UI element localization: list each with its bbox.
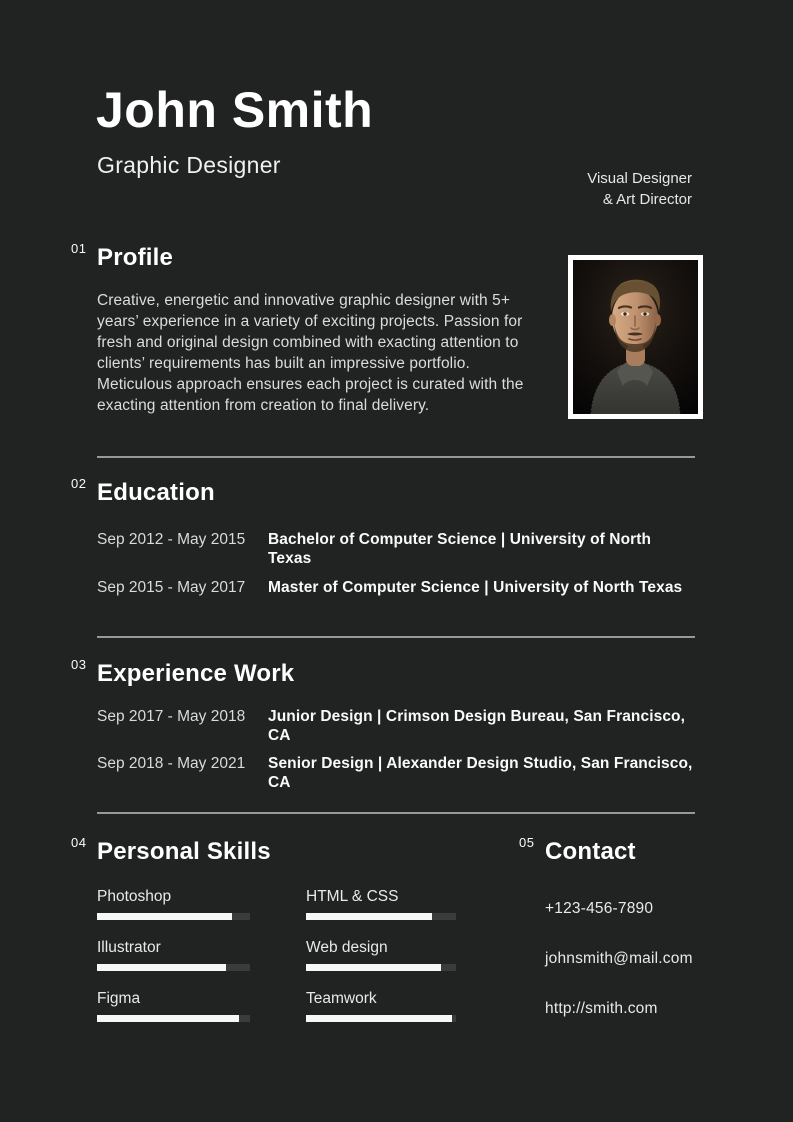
divider: [97, 636, 695, 638]
contact-website: http://smith.com: [545, 1000, 658, 1017]
skill-label: Teamwork: [306, 990, 377, 1007]
skill-bar-fill: [97, 1015, 239, 1022]
skill-bar: [97, 913, 250, 920]
skill-item: [306, 990, 456, 1022]
skill-bar-fill: [306, 964, 441, 971]
portrait-photo-illustration: [573, 260, 698, 414]
experience-row: [97, 707, 695, 745]
experience-row: [97, 754, 695, 792]
skills-section-number: 04: [71, 835, 87, 850]
skill-item: [97, 990, 250, 1022]
education-section-number: 02: [71, 476, 87, 491]
person-role: Graphic Designer: [97, 152, 281, 178]
divider: [97, 456, 695, 458]
skill-label: Web design: [306, 939, 388, 956]
education-row: [97, 578, 695, 597]
skill-label: HTML & CSS: [306, 888, 399, 905]
contact-heading: [519, 835, 636, 865]
skill-bar-fill: [306, 913, 432, 920]
profile-heading: [71, 241, 174, 271]
education-description: Master of Computer Science | University of North Texas: [268, 579, 683, 596]
contact-heading-label: Contact: [545, 838, 636, 865]
experience-period: Sep 2018 - May 2021: [97, 755, 246, 772]
skill-item: [97, 939, 250, 971]
skills-heading-label: Personal Skills: [97, 838, 271, 865]
tagline-line2: & Art Director: [602, 191, 692, 208]
tagline-line1: Visual Designer: [587, 170, 692, 187]
education-row: [97, 530, 695, 568]
person-name: John Smith: [96, 82, 374, 138]
skill-label: Illustrator: [97, 939, 161, 956]
skill-bar: [97, 964, 250, 971]
skill-bar: [306, 1015, 456, 1022]
experience-description: Senior Design | Alexander Design Studio, San Francisco, CA: [268, 755, 693, 791]
education-heading: [71, 476, 215, 506]
profile-text: Creative, energetic and innovative graphic designer with 5+ years’ experience in a variety of exciting projects. Passion for fresh and original design combined with exacting attention to clients’ requirements has built an impressive portfolio. Meticulous approach ensures each project is curated with the exacting attention from creation to final delivery.: [97, 292, 524, 414]
skill-bar-fill: [97, 964, 226, 971]
skill-item: [306, 939, 456, 971]
portrait-photo: [568, 255, 703, 419]
skill-bar: [306, 964, 456, 971]
contact-email: johnsmith@mail.com: [545, 950, 693, 967]
experience-heading-label: Experience Work: [97, 660, 295, 687]
skill-label: Figma: [97, 990, 141, 1007]
experience-heading: [71, 657, 295, 687]
divider: [97, 812, 695, 814]
experience-section-number: 03: [71, 657, 87, 672]
experience-period: Sep 2017 - May 2018: [97, 708, 246, 725]
education-period: Sep 2015 - May 2017: [97, 579, 246, 596]
skill-bar: [306, 913, 456, 920]
tagline: [587, 168, 692, 210]
skill-item: [306, 888, 456, 920]
skills-heading: [71, 835, 271, 865]
education-period: Sep 2012 - May 2015: [97, 531, 246, 548]
contact-phone: +123-456-7890: [545, 900, 654, 917]
skill-bar: [97, 1015, 250, 1022]
experience-description: Junior Design | Crimson Design Bureau, San Francisco, CA: [268, 708, 686, 744]
skill-bar-fill: [306, 1015, 452, 1022]
profile-section-number: 01: [71, 241, 87, 256]
education-heading-label: Education: [97, 479, 215, 506]
education-description: Bachelor of Computer Science | University of North Texas: [268, 531, 652, 567]
contact-section-number: 05: [519, 835, 535, 850]
skill-item: [97, 888, 250, 920]
profile-heading-label: Profile: [97, 244, 174, 271]
skill-label: Photoshop: [97, 888, 172, 905]
skill-bar-fill: [97, 913, 232, 920]
